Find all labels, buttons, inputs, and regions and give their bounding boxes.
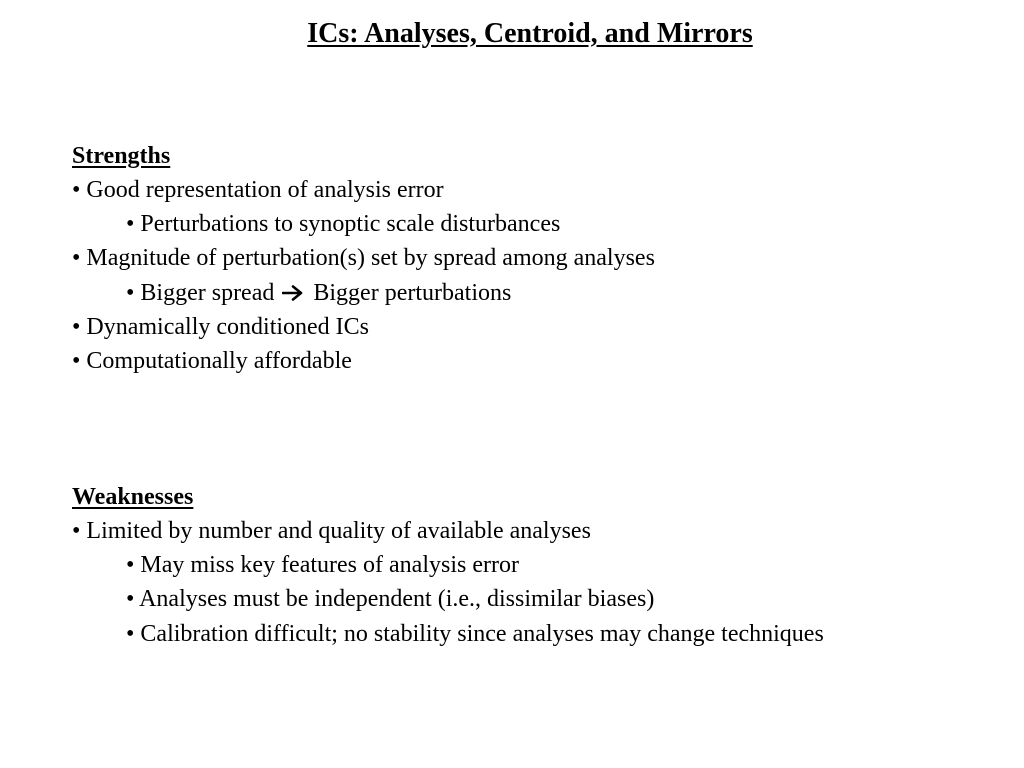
weakness-sub-bullet <box>72 582 1012 616</box>
strength-sub-bullet <box>72 207 1012 241</box>
bullet-marker: • <box>126 279 135 306</box>
weakness-sub-bullet <box>72 548 1012 582</box>
strength-bullet <box>72 173 1012 207</box>
bullet-text: Dynamically conditioned ICs <box>86 313 370 340</box>
strength-bullet <box>72 241 1012 275</box>
bullet-text: Magnitude of perturbation(s) set by spread among analyses <box>86 245 655 272</box>
bullet-text-before-arrow: Bigger spread <box>140 279 275 306</box>
bullet-text: Calibration difficult; no stability since analyses may change techniques <box>140 620 824 647</box>
bullet-marker: • <box>72 245 81 272</box>
bullet-marker: • <box>72 347 81 374</box>
weakness-bullet <box>72 514 1012 548</box>
slide-title: ICs: Analyses, Centroid, and Mirrors <box>307 18 753 49</box>
bullet-marker: • <box>126 552 135 579</box>
weaknesses-section <box>72 480 1012 651</box>
bullet-text: Perturbations to synoptic scale disturbances <box>140 211 561 238</box>
strength-bullet <box>72 310 1012 344</box>
bullet-marker: • <box>126 620 135 647</box>
bullet-marker: • <box>72 313 81 340</box>
weakness-sub-bullet <box>72 617 1012 651</box>
bullet-text: Good representation of analysis error <box>86 177 444 203</box>
bullet-marker: • <box>126 586 135 613</box>
strength-bullet <box>72 344 1012 378</box>
right-arrow-icon <box>282 285 304 301</box>
bullet-marker: • <box>72 177 81 203</box>
bullet-marker: • <box>126 211 135 238</box>
bullet-text: Computationally affordable <box>86 347 352 374</box>
bullet-text: May miss key features of analysis error <box>140 552 519 579</box>
weaknesses-heading: Weaknesses <box>72 484 194 510</box>
strengths-heading: Strengths <box>72 143 171 169</box>
bullet-marker: • <box>72 518 81 544</box>
bullet-text-after-arrow: Bigger perturbations <box>313 279 512 306</box>
bullet-text: Analyses must be independent (i.e., dissimilar biases) <box>139 586 655 613</box>
strength-sub-bullet <box>72 276 1012 310</box>
bullet-text: Limited by number and quality of available analyses <box>86 518 591 544</box>
strengths-section <box>72 139 1012 378</box>
